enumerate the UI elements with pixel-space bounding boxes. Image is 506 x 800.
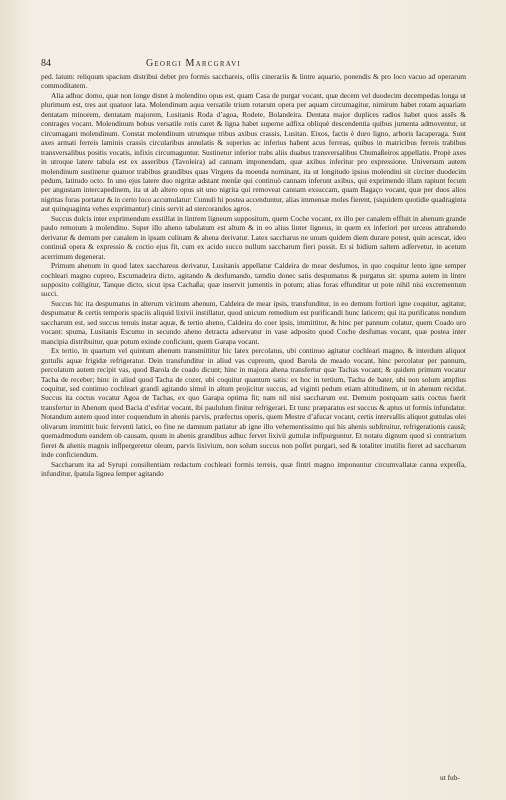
paragraph: ped. latum: reliquum spacium distribui debet pro formis sacchareis, ollis cinerariis & lintre aquario, ponendis & pro loco vacuo ad operarum commoditatem. <box>41 72 466 91</box>
page-number: 84 <box>41 58 51 69</box>
paragraph: Succus dulcis inter exprimendum exstillat in lintrem ligneum suppositum, quem Coche vocant, ex illo per canalem effluit in ahenum grande paulo remotum à molendino. Super illo aheno tabulatum est altum & in eo alius linter ligneus, in quem ex inferiori per urceos attrahendo derivatur & demum per canalem in ipsam culinam & ahena derivatur. Latex saccharus ne unum quidem diem durare potest, quin acescat, ideo continuâ opera & expressio & coctio ejus fit, cum ex acido succo nullum saccharum fieri possit. Et si bidium saltem adſervetur, in acetum acerrimum degenerat. <box>41 213 466 261</box>
paragraph: Succus hic ita despumatus in alterum vicinum ahenum, Caldeira de mear ipsis, transfunditur, in eo demum fortiori igne coquitur, agitatur, despumatur & certis temporis spaciis aliquid lixivii instillatur, quod unicum remedium est purificandi hunc laticem; qui ita purificatus nondum saccharum est, sed succus tenuis instar aquæ, & tertio aheno, Caldeira do coer ipsis, immittitur, & hinc per pannum colatur, quem Coado uro vocant: spuma, Lusitanis Escumo in secundo aheno detracta adservatur in vase adposito quod Coche desfumas vocant, quæ postea inter mancipia distribuitur, quæ potum exinde conficiunt, quem Garapa vocant. <box>41 298 466 346</box>
paragraph: Ex tertio, in quartum vel quintum ahenum transmittitur hic latex percolatus, ubi continuo agitatur cochleari magno, & interdum aliquot guttulis aquæ frigidæ refrigeratur. Dein transfunditur in aliud vas cupreum, quod Barola de meado vocant, hinc percolatur per pannum, percolatum autem recipit vas, quod Barola de coado dicunt; hinc in majora ahena transfertur quæ Tachas vocant; & quidem primum vocatur Tacha de receber; hinc in aliud quod Tacha de cozer, ubi coquitur quantum satis: ex hoc in tertium, Tacha de bater, ubi non solum amplius coquitur, sed continuo cochleari grandi agitando simul in altum projicitur succus, ad viginti pedum etiam altitudinem, ut in ahenum recidat. Succus ita coctus vocatur Agoa de Tachas, ex quo Garapa optima fit; nam nil nisi saccharum est. Demum postquam satis coctus fuerit transfertur in Ahenum quod Bacia d’esfriar vocant, ibi paululum finitur refrigerari. Et tunc præparatus est succus & aptus ut formis infundatur. Notandum autem quod inter coquendum in ahenis parvis, præfectus operis, quem Mestre d’afucar vocant, certis intervallis aliquot guttulas olei olivarum immittit huic ferventi latici, eo fine ne damnum patiatur ab igne illo vehementissimo qui his ahenis subſtruitur, refrigerationis causâ; quemadmodum eandem ob causam, quum in ahenis grandibus adhuc fervet lixivii guttulæ infſpurguntur. Et notatu dignum quod si contrarium fieret & ahenis magnis infſpergeretur oleum, parvis lixivium, non solum succus non poſſet purgari, sed & totaliter inutilis fieret ad saccharum inde conficiendum. <box>41 346 466 460</box>
page-header <box>41 58 461 70</box>
body-text <box>41 72 466 762</box>
running-head: Georgi Marcgravi <box>146 58 241 69</box>
paragraph: Alia adhuc domo, quæ non longe distet à molendino opus est, quam Casa de purgar vocant, quæ decem vel duodecim decempedas longa ut plurimum est, tres aut quatuor lata. Molendinum aqua versatile trium rotarum opera per aquam circumagitur, nimirum habet rotam aquariam dentatam minorem, dentatam majorem, Lusitanis Roda d’agoa, Rodete, Bolandeira. Dentata major duplices radios habet quos assēs & contrages vocant. Molendinum bobus versatile rotis caret & ligna habet superne adfixa obliquè descendentia quibus jumenta admoventur, ut circumagant molendinum. Constat molendinum utrumque tribus axibus crassis, Lusitan. Eixos, factis è duro ligno, arboris Iacaperaga. Sunt axes armati ferreis laminis crassis circularibus annulatis & superius ac inferius habent acus ferreas, quibus in matricibus ferreis trabibus transversalibus positis vocatis, infixis circumaguntur. Sustinetur inferior trabs aliis duabus transversalibus Chumaßeiros appellatis. Propè axes in utroque latere tabula est ex asseribus (Tavoleira) ad cannam imponendam, quæ axibus inferitur pro expressione. Universum autem molendinum sustinetur quatuor trabibus grandibus quas Virgens da moenda nominant, ita ut longitudo ipsius molendini sit circiter duodecim pedum, latitudo octo. In uno ejus latere duo nigritæ adstant menſæ qui continuò cannam inferunt axibus, qui exprimendo illam rapiunt fecum per angustam intercapedinem, ita ut ab altero opus sit uno nigrita qui removeat cannam exsuccam, quam Bagaço vocant, quæ per duos alios nigritas foras portatur & in certo loco accumulatur: Cumuli hi postea accenduntur, alias immensæ moles fierent, (siquidem quotidie quadraginta aut quinquaginta vehes exprimantur) cinis servit ad stercorandos agros. <box>41 90 466 214</box>
paragraph: Primum ahenum in quod latex sacchareus derivatur, Lusitanis appellatur Caldeira de mear desfumos, in quo coquitur lento igne semper cochleari magno cupreo, Escumadeira dicto, agitando & desfumando, tamdiu donec satis despumatus & purgatus sit: spuma autem in lintre supposito colligitur, Tanque dicto, sicut ipsa Cachaßa; quæ inservit jumentis in potum; alias foras effunditur ut pote nihil nisi excrementum succi. <box>41 261 466 299</box>
catchword: ut fub- <box>440 773 460 782</box>
paragraph: Saccharum ita ad Syrupi consiſtentiam redactum cochleari formis terreis, quæ fintri magno imponuntur circumvallatæ canna expreſſa, infunditur, ſpatula lignea ſemper agitando <box>41 459 466 479</box>
